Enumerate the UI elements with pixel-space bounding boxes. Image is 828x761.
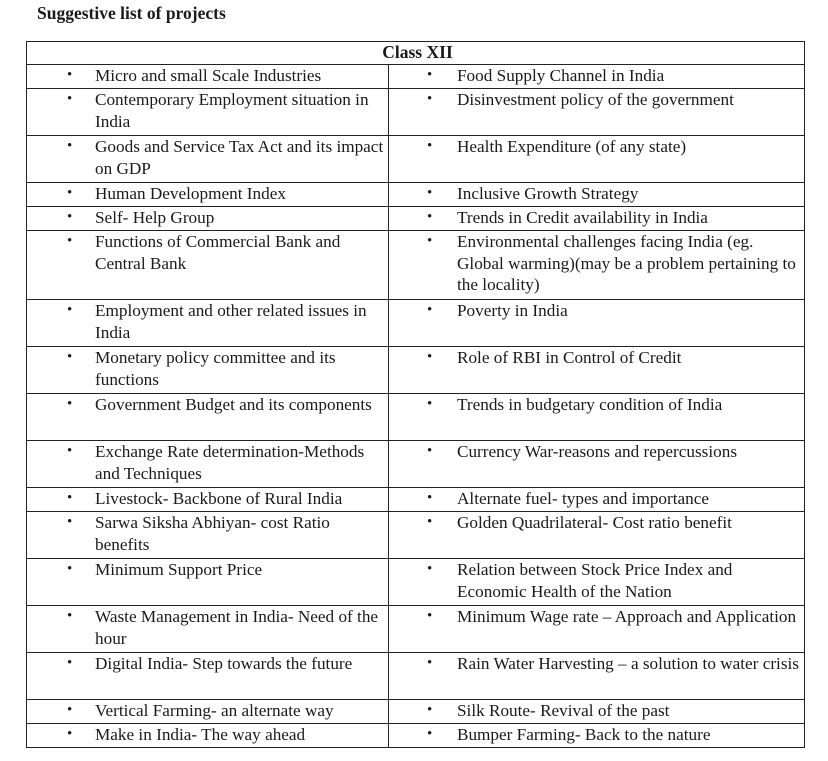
project-cell-left — [27, 65, 389, 89]
project-title: Minimum Support Price — [95, 560, 263, 579]
bullet-icon: • — [67, 726, 73, 742]
project-title: Poverty in India — [457, 301, 568, 320]
project-cell-right — [389, 512, 805, 559]
bullet-icon: • — [67, 302, 73, 318]
bullet-icon: • — [67, 209, 73, 225]
project-title: Golden Quadrilateral- Cost ratio benefit — [457, 513, 732, 532]
project-title: Alternate fuel- types and importance — [457, 489, 709, 508]
bullet-icon: • — [427, 91, 433, 107]
project-cell-left — [27, 512, 389, 559]
bullet-icon: • — [427, 702, 433, 718]
table-row — [27, 231, 805, 300]
table-header-row — [27, 42, 805, 65]
project-title: Exchange Rate determination-Methods and Techniques — [95, 442, 365, 483]
table-row — [27, 441, 805, 488]
bullet-icon: • — [67, 443, 73, 459]
project-cell-right — [389, 724, 805, 748]
project-cell-left — [27, 136, 389, 183]
project-cell-right — [389, 183, 805, 207]
bullet-icon: • — [67, 514, 73, 530]
project-cell-right — [389, 65, 805, 89]
bullet-icon: • — [427, 349, 433, 365]
project-cell-right — [389, 488, 805, 512]
bullet-icon: • — [427, 396, 433, 412]
project-title: Waste Management in India- Need of the hour — [95, 607, 379, 648]
project-title: Human Development Index — [95, 184, 286, 203]
page-title: Suggestive list of projects — [37, 3, 226, 23]
project-cell-right — [389, 300, 805, 347]
project-cell-right — [389, 207, 805, 231]
table-row — [27, 606, 805, 653]
project-cell-right — [389, 394, 805, 441]
project-title: Monetary policy committee and its functions — [95, 348, 336, 389]
project-title: Micro and small Scale Industries — [95, 66, 322, 85]
project-title: Role of RBI in Control of Credit — [457, 348, 682, 367]
bullet-icon: • — [427, 443, 433, 459]
bullet-icon: • — [67, 67, 73, 83]
table-row — [27, 394, 805, 441]
project-cell-left — [27, 653, 389, 700]
project-title: Goods and Service Tax Act and its impact on GDP — [95, 137, 384, 178]
project-title: Bumper Farming- Back to the nature — [457, 725, 711, 744]
table-row — [27, 653, 805, 700]
table-row — [27, 347, 805, 394]
bullet-icon: • — [427, 185, 433, 201]
project-title: Silk Route- Revival of the past — [457, 701, 670, 720]
table-body — [27, 65, 805, 748]
project-title: Inclusive Growth Strategy — [457, 184, 639, 203]
project-cell-right — [389, 441, 805, 488]
project-cell-right — [389, 606, 805, 653]
project-cell-right — [389, 559, 805, 606]
project-cell-left — [27, 606, 389, 653]
project-title: Government Budget and its components — [95, 395, 372, 414]
project-title: Trends in budgetary condition of India — [457, 395, 723, 414]
bullet-icon: • — [67, 608, 73, 624]
bullet-icon: • — [427, 514, 433, 530]
project-cell-left — [27, 300, 389, 347]
table-row — [27, 724, 805, 748]
bullet-icon: • — [67, 702, 73, 718]
project-cell-left — [27, 347, 389, 394]
project-title: Rain Water Harvesting – a solution to water crisis — [457, 654, 799, 673]
projects-table — [26, 41, 805, 748]
project-cell-right — [389, 136, 805, 183]
bullet-icon: • — [67, 655, 73, 671]
table-row — [27, 559, 805, 606]
bullet-icon: • — [67, 91, 73, 107]
bullet-icon: • — [67, 490, 73, 506]
table-row — [27, 183, 805, 207]
bullet-icon: • — [427, 67, 433, 83]
project-cell-left — [27, 207, 389, 231]
project-title: Digital India- Step towards the future — [95, 654, 353, 673]
table-row — [27, 488, 805, 512]
table-row — [27, 65, 805, 89]
bullet-icon: • — [67, 185, 73, 201]
project-cell-left — [27, 231, 389, 300]
project-cell-right — [389, 231, 805, 300]
project-title: Livestock- Backbone of Rural India — [95, 489, 343, 508]
bullet-icon: • — [427, 726, 433, 742]
table-row — [27, 207, 805, 231]
project-title: Health Expenditure (of any state) — [457, 137, 687, 156]
bullet-icon: • — [427, 561, 433, 577]
bullet-icon: • — [67, 138, 73, 154]
bullet-icon: • — [427, 490, 433, 506]
bullet-icon: • — [427, 233, 433, 249]
project-cell-left — [27, 488, 389, 512]
bullet-icon: • — [427, 209, 433, 225]
project-title: Employment and other related issues in India — [95, 301, 367, 342]
project-title: Vertical Farming- an alternate way — [95, 701, 334, 720]
project-cell-left — [27, 441, 389, 488]
project-cell-left — [27, 559, 389, 606]
table-row — [27, 89, 805, 136]
project-title: Relation between Stock Price Index and Economic Health of the Nation — [457, 560, 733, 601]
bullet-icon: • — [67, 561, 73, 577]
project-cell-left — [27, 394, 389, 441]
bullet-icon: • — [427, 302, 433, 318]
project-cell-right — [389, 700, 805, 724]
project-title: Self- Help Group — [95, 208, 215, 227]
bullet-icon: • — [427, 608, 433, 624]
bullet-icon: • — [67, 233, 73, 249]
table-row — [27, 300, 805, 347]
project-title: Disinvestment policy of the government — [457, 90, 734, 109]
project-title: Food Supply Channel in India — [457, 66, 665, 85]
bullet-icon: • — [427, 138, 433, 154]
project-title: Functions of Commercial Bank and Central Bank — [95, 232, 341, 273]
project-title: Sarwa Siksha Abhiyan- cost Ratio benefits — [95, 513, 330, 554]
project-title: Environmental challenges facing India (eg. Global warming)(may be a problem pertaining to the locality) — [457, 232, 796, 294]
bullet-icon: • — [67, 349, 73, 365]
project-cell-right — [389, 347, 805, 394]
project-cell-right — [389, 653, 805, 700]
project-title: Make in India- The way ahead — [95, 725, 306, 744]
table-row — [27, 512, 805, 559]
class-header: Class XII — [27, 42, 805, 65]
project-title: Currency War-reasons and repercussions — [457, 442, 738, 461]
project-cell-left — [27, 183, 389, 207]
project-cell-right — [389, 89, 805, 136]
table-row — [27, 700, 805, 724]
bullet-icon: • — [67, 396, 73, 412]
project-cell-left — [27, 700, 389, 724]
project-cell-left — [27, 724, 389, 748]
bullet-icon: • — [427, 655, 433, 671]
project-title: Trends in Credit availability in India — [457, 208, 708, 227]
project-title: Contemporary Employment situation in India — [95, 90, 369, 131]
project-title: Minimum Wage rate – Approach and Application — [457, 607, 797, 626]
project-cell-left — [27, 89, 389, 136]
table-row — [27, 136, 805, 183]
